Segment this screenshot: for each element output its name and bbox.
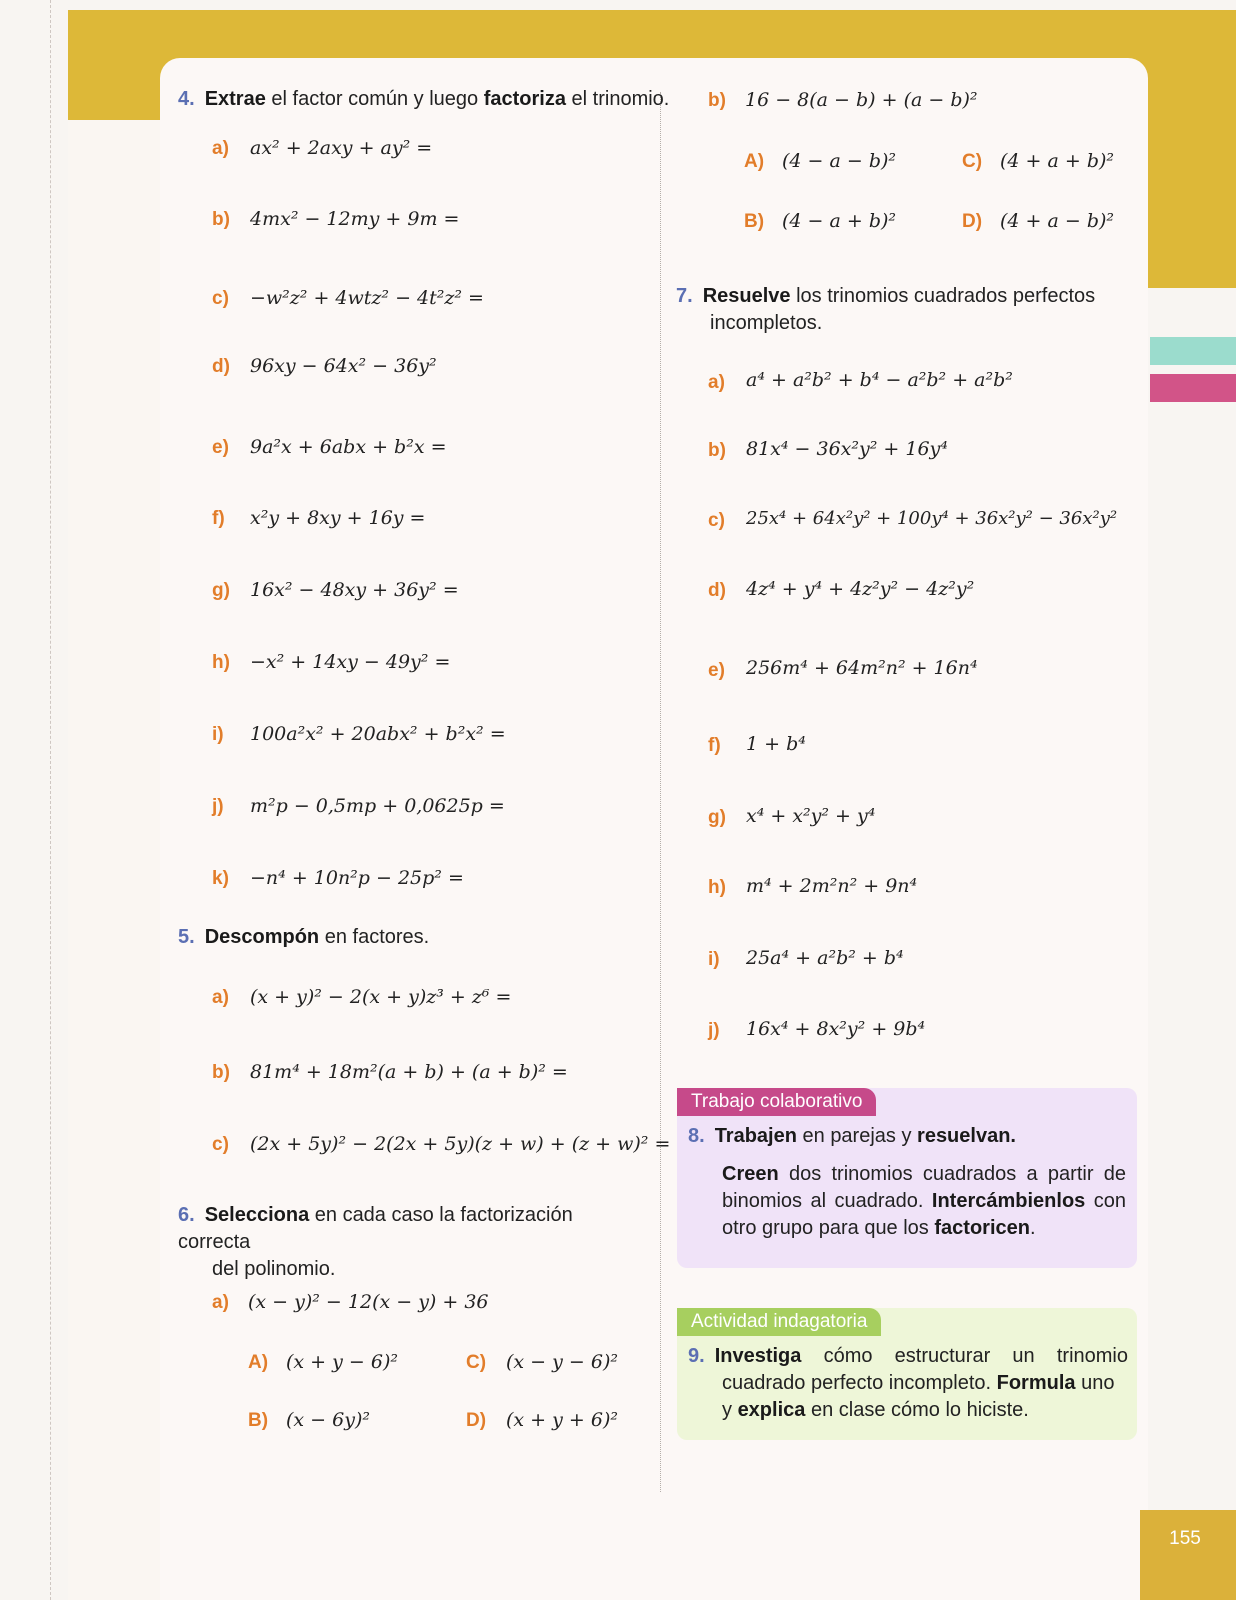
q4f-expr: x²y + 8xy + 16y =: [250, 507, 426, 529]
q8-verb2: resuelvan.: [917, 1125, 1016, 1147]
q6a-optA-label[interactable]: A): [248, 1352, 269, 1373]
q6b-optA-label[interactable]: A): [744, 151, 765, 172]
side-tab-pink: [1150, 374, 1236, 402]
q7c-expr: 25x⁴ + 64x²y² + 100y⁴ + 36x²y² − 36x²y²: [746, 508, 1118, 529]
q7j-label: j): [708, 1020, 720, 1041]
q9-body: [688, 1343, 1128, 1424]
q7d-label: d): [708, 580, 726, 601]
q8-heading: [688, 1123, 1128, 1150]
q8-body-text: dos trinomios cuadrados a partir de: [778, 1163, 1126, 1185]
q5a-label: a): [212, 987, 229, 1008]
q5c-label: c): [212, 1134, 229, 1155]
q4k-label: k): [212, 868, 229, 889]
q7a-label: a): [708, 372, 725, 393]
q4e-label: e): [212, 437, 229, 458]
q4f-label: f): [212, 508, 225, 529]
q6b-label: b): [708, 90, 726, 111]
q8-body-verb2: Intercámbienlos: [931, 1190, 1086, 1212]
q6b-expr: 16 − 8(a − b) + (a − b)²: [745, 89, 978, 111]
q7a-expr: a⁴ + a²b² + b⁴ − a²b² + a²b²: [746, 369, 1013, 391]
q7e-expr: 256m⁴ + 64m²n² + 16n⁴: [746, 657, 978, 679]
column-divider: [660, 92, 661, 1492]
q5-verb: Descompón: [204, 926, 320, 948]
q4i-label: i): [212, 724, 224, 745]
q5-heading: [178, 924, 429, 951]
q6b-optC-expr: (4 + a + b)²: [1000, 150, 1115, 172]
q4i-expr: 100a²x² + 20abx² + b²x² =: [250, 723, 506, 745]
q7d-expr: 4z⁴ + y⁴ + 4z²y² − 4z²y²: [746, 578, 975, 600]
q4j-label: j): [212, 796, 224, 817]
collaborative-pill: Trabajo colaborativo: [677, 1088, 876, 1116]
q7b-expr: 81x⁴ − 36x²y² + 16y⁴: [746, 438, 948, 460]
q7g-label: g): [708, 807, 726, 828]
q7i-expr: 25a⁴ + a²b² + b⁴: [746, 947, 904, 969]
q5b-label: b): [212, 1062, 230, 1083]
q5c-expr: (2x + 5y)² − 2(2x + 5y)(z + w) + (z + w)² =: [250, 1133, 671, 1155]
q6-number: 6.: [178, 1204, 195, 1226]
q7g-expr: x⁴ + x²y² + y⁴: [746, 805, 876, 827]
q7h-label: h): [708, 877, 726, 898]
q8-text: en parejas y: [796, 1125, 918, 1147]
q5-number: 5.: [178, 926, 195, 948]
q8-body-end: .: [1029, 1217, 1036, 1239]
q6a-optD-expr: (x + y + 6)²: [506, 1409, 618, 1431]
q4-verb: Extrae: [204, 88, 266, 110]
q4h-expr: −x² + 14xy − 49y² =: [250, 651, 451, 673]
q9-text3: uno: [1075, 1372, 1115, 1394]
q7h-expr: m⁴ + 2m²n² + 9n⁴: [746, 875, 918, 897]
q9-verb2: Formula: [996, 1372, 1076, 1394]
q4-text2: el trinomio.: [565, 88, 670, 110]
q7-number: 7.: [676, 285, 693, 307]
left-margin-strip: [68, 120, 163, 1600]
q8-body-verb3: factoricen: [934, 1217, 1030, 1239]
q6-verb: Selecciona: [204, 1204, 310, 1226]
q5b-expr: 81m⁴ + 18m²(a + b) + (a + b)² =: [250, 1061, 568, 1083]
q6a-label: a): [212, 1292, 229, 1313]
q6a-optD-label[interactable]: D): [466, 1410, 487, 1431]
q7j-expr: 16x⁴ + 8x²y² + 9b⁴: [746, 1018, 926, 1040]
q4c-label: c): [212, 288, 229, 309]
q6b-optB-expr: (4 − a + b)²: [782, 210, 897, 232]
q9-verb: Investiga: [714, 1345, 802, 1367]
q4g-label: g): [212, 580, 230, 601]
binding-line: [50, 0, 51, 1600]
q6-text: en cada caso la factorización correcta: [178, 1204, 573, 1253]
q9-number: 9.: [688, 1345, 705, 1367]
q6a-optB-expr: (x − 6y)²: [286, 1409, 370, 1431]
page-number: 155: [1169, 1528, 1201, 1549]
q4c-expr: −w²z² + 4wtz² − 4t²z² =: [250, 287, 484, 309]
q9-verb3: explica: [737, 1399, 806, 1421]
q6a-optB-label[interactable]: B): [248, 1410, 269, 1431]
side-tab-teal: [1150, 337, 1236, 365]
q4d-expr: 96xy − 64x² − 36y²: [250, 355, 437, 377]
q7f-label: f): [708, 735, 721, 756]
q4d-label: d): [212, 356, 230, 377]
q4-text: el factor común y luego: [265, 88, 484, 110]
q5-text: en factores.: [319, 926, 430, 948]
q4b-label: b): [212, 209, 230, 230]
q9-text: cómo estructurar un trinomio: [801, 1345, 1128, 1367]
q4g-expr: 16x² − 48xy + 36y² =: [250, 579, 459, 601]
q8-number: 8.: [688, 1125, 705, 1147]
q4k-expr: −n⁴ + 10n²p − 25p² =: [250, 867, 464, 889]
inquiry-pill: Actividad indagatoria: [677, 1308, 881, 1336]
q4e-expr: 9a²x + 6abx + b²x =: [250, 436, 447, 458]
q6b-optD-expr: (4 + a − b)²: [1000, 210, 1115, 232]
q6b-optB-label[interactable]: B): [744, 211, 765, 232]
q7f-expr: 1 + b⁴: [746, 733, 806, 755]
q6a-optA-expr: (x + y − 6)²: [286, 1351, 398, 1373]
q4-heading: [178, 86, 669, 113]
q6a-optC-label[interactable]: C): [466, 1352, 487, 1373]
q7c-label: c): [708, 510, 725, 531]
q5a-expr: (x + y)² − 2(x + y)z³ + z⁶ =: [250, 986, 512, 1008]
q9-text4: y: [722, 1399, 738, 1421]
q6b-optD-label[interactable]: D): [962, 211, 983, 232]
q6b-optA-expr: (4 − a − b)²: [782, 150, 897, 172]
q4-verb2: factoriza: [483, 88, 566, 110]
q7i-label: i): [708, 949, 720, 970]
q4h-label: h): [212, 652, 230, 673]
q6b-optC-label[interactable]: C): [962, 151, 983, 172]
page-number-box: [1140, 1510, 1236, 1600]
q4j-expr: m²p − 0,5mp + 0,0625p =: [250, 795, 505, 817]
q7-text2: incompletos.: [710, 312, 823, 334]
q8-body-text2: binomios al cuadrado.: [722, 1190, 932, 1212]
q8-body-text4: otro grupo para que los: [722, 1217, 935, 1239]
q8-body-text3: con: [1085, 1190, 1126, 1212]
q7e-label: e): [708, 660, 725, 681]
q9-text2: cuadrado perfecto incompleto.: [722, 1372, 997, 1394]
q7-text: los trinomios cuadrados perfectos: [790, 285, 1096, 307]
q9-text5: en clase cómo lo hiciste.: [805, 1399, 1029, 1421]
q7-heading: [676, 283, 1136, 337]
q8-body-verb: Creen: [722, 1163, 779, 1185]
q7-verb: Resuelve: [702, 285, 791, 307]
q4-number: 4.: [178, 88, 195, 110]
q6-heading: [178, 1202, 648, 1283]
q4a-label: a): [212, 138, 229, 159]
q8-body: [722, 1161, 1126, 1242]
q4a-expr: ax² + 2axy + ay² =: [250, 137, 433, 159]
q6-text2: del polinomio.: [212, 1258, 336, 1280]
q8-verb: Trabajen: [714, 1125, 797, 1147]
q4b-expr: 4mx² − 12my + 9m =: [250, 208, 460, 230]
q6a-expr: (x − y)² − 12(x − y) + 36: [248, 1291, 489, 1313]
q6a-optC-expr: (x − y − 6)²: [506, 1351, 618, 1373]
q7b-label: b): [708, 440, 726, 461]
